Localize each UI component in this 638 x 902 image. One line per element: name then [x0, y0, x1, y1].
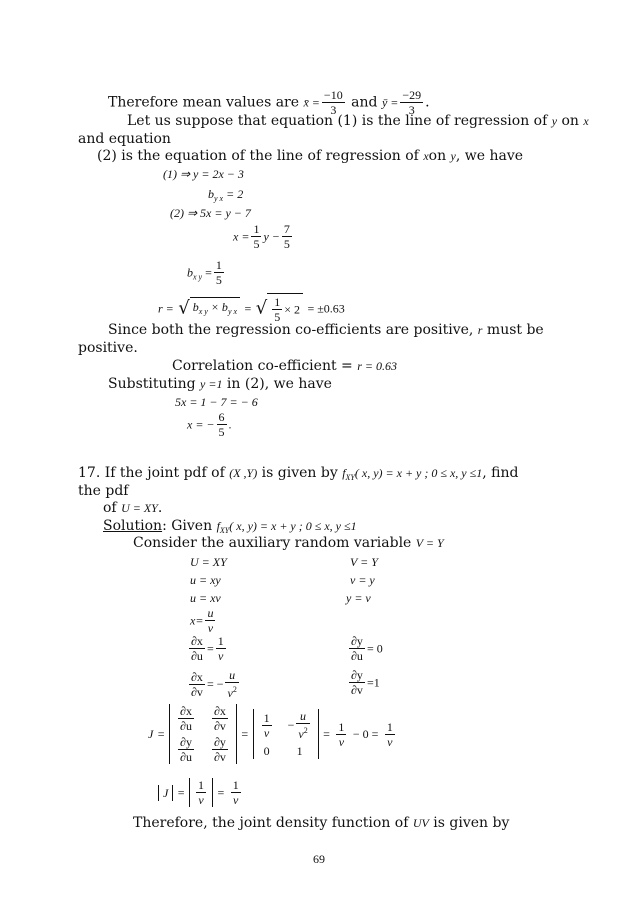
numerator: 1 [274, 295, 281, 309]
denominator: v [198, 793, 204, 807]
fraction [349, 634, 365, 663]
math-span: = [177, 785, 185, 800]
math-span: v [298, 727, 304, 741]
text-span: in (2), we have [222, 376, 332, 392]
math-span: = [157, 727, 165, 741]
equation [347, 634, 383, 663]
text-span: : Given [162, 518, 217, 534]
denominator: ∂u [180, 719, 192, 733]
denominator [296, 724, 309, 741]
sqrt-body [190, 297, 240, 320]
fraction [349, 668, 365, 697]
fraction [262, 711, 272, 740]
denominator: ∂v [351, 683, 363, 697]
fraction [225, 668, 238, 700]
text-line [133, 535, 444, 551]
text-span: positive. [78, 340, 138, 356]
text-span: , we have [455, 148, 524, 164]
numerator: 6 [218, 410, 225, 424]
text-span: Correlation co-efficient = [172, 358, 358, 374]
text-span: Consider the auxiliary random variable [133, 535, 416, 551]
numerator: 7 [283, 222, 290, 236]
math-span: x= [190, 613, 204, 628]
denominator: ∂v [191, 684, 203, 699]
fraction [282, 222, 292, 251]
text-span: Substituting [108, 376, 201, 392]
numerator: 1 [215, 258, 222, 272]
radical-icon: √ [255, 297, 268, 319]
math-span: f [342, 466, 346, 480]
equation [187, 634, 228, 663]
numerator: ∂y [180, 735, 192, 749]
text-line [103, 500, 162, 516]
math-span: . [228, 417, 232, 432]
fraction [385, 720, 395, 749]
numerator: 1 [263, 710, 270, 725]
fraction [178, 735, 194, 764]
math-span: r = 0.63 [357, 359, 398, 373]
numerator: 1 [217, 634, 224, 648]
math-span: = [241, 727, 249, 741]
subscript: x y [193, 272, 203, 282]
math-span: v [227, 686, 233, 700]
determinant [169, 704, 237, 764]
superscript: 2 [303, 726, 308, 735]
equation [158, 293, 345, 324]
math-span: x̄ = [303, 95, 320, 110]
fraction [178, 704, 194, 733]
numerator: u [225, 668, 238, 683]
text-span: of [103, 500, 122, 516]
equation [347, 668, 380, 697]
math-span: r = [158, 301, 174, 316]
numerator: u [296, 709, 309, 724]
numerator: −29 [402, 88, 422, 102]
subscript: XY [219, 526, 230, 535]
denominator: ∂v [213, 750, 226, 764]
math-span: × 2 [284, 302, 300, 317]
matrix-cell: − $\frac{u}{v^2}$ [287, 709, 308, 741]
denominator: 5 [215, 273, 222, 287]
math-span: = 2 [223, 187, 244, 201]
subscript: y x [214, 194, 224, 203]
numerator: ∂y [351, 634, 363, 648]
numerator: 1 [198, 778, 205, 792]
math-span: ȳ = [381, 95, 399, 110]
equation [187, 258, 226, 287]
text-span: , find [482, 465, 519, 481]
fraction [216, 634, 226, 663]
math-span: = [323, 727, 330, 741]
text-line [97, 148, 523, 164]
equation [190, 606, 217, 635]
math-span: b [187, 265, 193, 280]
math-span: x [423, 149, 429, 163]
denominator: ∂u [191, 649, 203, 663]
math-span: U = XY [121, 501, 158, 515]
math-span: x [583, 114, 589, 128]
denominator: ∂u [180, 750, 192, 764]
math-span: V = Y [415, 536, 444, 550]
text-span: . [425, 94, 430, 111]
math-span: =1 [366, 675, 380, 690]
denominator: v [263, 725, 270, 740]
text-line [78, 131, 171, 147]
fraction [272, 295, 282, 324]
denominator: v [233, 793, 239, 807]
equation: v = y [350, 573, 375, 587]
abs-value [189, 778, 213, 807]
denominator: 5 [283, 237, 290, 251]
math-span: y [551, 114, 558, 128]
denominator: v [338, 734, 345, 749]
text-line [78, 465, 518, 486]
numerator: ∂y [351, 668, 363, 682]
text-span: Let us suppose that equation (1) is the line of regression of [127, 113, 552, 129]
math-span: = [217, 785, 225, 800]
text-span: Therefore, the joint density function of [133, 815, 413, 831]
denominator: v [207, 621, 214, 635]
math-span: − 0 = [352, 727, 379, 741]
math-span: y =1 [200, 377, 223, 391]
equals-sign: = [206, 641, 214, 656]
math-span: y [450, 149, 456, 163]
equation [187, 668, 241, 700]
fraction [189, 634, 205, 663]
math-span: x = − [187, 417, 215, 432]
text-span: must be [482, 322, 544, 338]
math-span: (X ,Y) [229, 466, 258, 480]
text-span: 17. If the joint pdf of [78, 465, 230, 481]
text-span: and [346, 94, 382, 111]
math-span: = 0 [366, 641, 383, 656]
fraction [336, 720, 346, 749]
fraction [217, 410, 227, 439]
numerator: ∂x [191, 634, 203, 648]
text-line [108, 322, 544, 338]
numerator: ∂y [213, 735, 226, 749]
radical-icon: √ [178, 297, 190, 319]
equation [158, 778, 243, 807]
math-span: b [208, 187, 214, 201]
equation: u = xv [190, 591, 221, 605]
fraction [212, 735, 228, 764]
text-line [172, 358, 397, 374]
superscript: 2 [232, 685, 237, 694]
numerator: −10 [323, 88, 343, 102]
fraction [214, 258, 224, 287]
numerator: ∂x [191, 669, 203, 684]
equation [187, 410, 232, 439]
text-line [108, 376, 332, 392]
math-span: × b [207, 300, 228, 314]
denominator: ∂v [213, 719, 226, 733]
equation: V = Y [350, 555, 378, 569]
text-span: on [557, 113, 584, 129]
numerator: ∂x [213, 704, 226, 718]
equation [233, 222, 294, 251]
subscript: x y [198, 307, 208, 316]
math-span: r [477, 323, 483, 337]
math-span: f [216, 519, 220, 533]
text-span: is given by [257, 465, 343, 481]
text-span: . [157, 500, 163, 516]
math-span: ( x, y) = x + y ; 0 ≤ x, y ≤1 [229, 519, 357, 533]
math-span: y − [263, 229, 280, 244]
text-line [133, 815, 509, 831]
text-span: is given by [428, 815, 510, 831]
solution-label: Solution [103, 518, 163, 534]
equation [208, 186, 243, 207]
equation: y = v [346, 591, 371, 605]
equation: U = XY [190, 555, 227, 569]
math-span: UV [412, 816, 429, 830]
jacobian-equation [148, 704, 397, 764]
text-span: on [428, 148, 451, 164]
math-span: ( x, y) = x + y ; 0 ≤ x, y ≤1 [354, 466, 483, 480]
denominator: 5 [253, 237, 260, 251]
subscript: XY [345, 473, 355, 482]
denominator: 3 [330, 103, 337, 117]
subscript: y x [227, 307, 238, 316]
numerator: 1 [253, 222, 260, 236]
math-span: J [148, 727, 154, 741]
equals-sign: = − [206, 677, 224, 691]
fraction [205, 606, 215, 635]
math-span: b [192, 300, 199, 314]
denominator [225, 683, 238, 700]
fraction [231, 778, 241, 807]
math-span: x = [233, 229, 250, 244]
fraction [196, 778, 206, 807]
numerator: 1 [386, 719, 393, 734]
fraction [212, 704, 228, 733]
denominator: 3 [408, 103, 415, 117]
text-span: Since both the regression co-efficients are positive, [108, 322, 478, 338]
text-line [127, 113, 589, 129]
math-span: = [244, 301, 252, 316]
equation: u = xy [190, 573, 221, 587]
denominator: v [218, 649, 224, 663]
equation: (2) ⇒ 5x = y − 7 [170, 206, 251, 220]
text-span: Therefore mean values are [108, 94, 304, 111]
denominator: 5 [274, 310, 281, 324]
matrix-cell: 1 [296, 744, 303, 758]
denominator: v [387, 734, 393, 749]
fraction [251, 222, 261, 251]
sqrt-body [267, 293, 303, 324]
fraction [189, 670, 205, 699]
text-span: (2) is the equation of the line of regression of [97, 148, 424, 164]
numerator: ∂x [180, 704, 192, 718]
numerator: u [207, 606, 214, 620]
equation: 5x = 1 − 7 = − 6 [175, 395, 258, 409]
text-line [78, 483, 128, 499]
text-line [78, 340, 138, 356]
equation: (1) ⇒ y = 2x − 3 [163, 167, 244, 181]
denominator: 5 [218, 425, 225, 439]
math-span: = [202, 265, 212, 280]
numerator: 1 [338, 719, 345, 734]
math-span: = ±0.63 [307, 301, 345, 316]
numerator: 1 [232, 778, 239, 792]
text-span: and equation [78, 131, 171, 147]
determinant [253, 709, 319, 759]
denominator: ∂u [351, 649, 363, 663]
matrix-cell: 0 [263, 744, 270, 758]
text-span: the pdf [78, 483, 129, 499]
abs-value: J [158, 785, 173, 801]
fraction [296, 709, 309, 741]
page-number: 69 [313, 852, 325, 866]
